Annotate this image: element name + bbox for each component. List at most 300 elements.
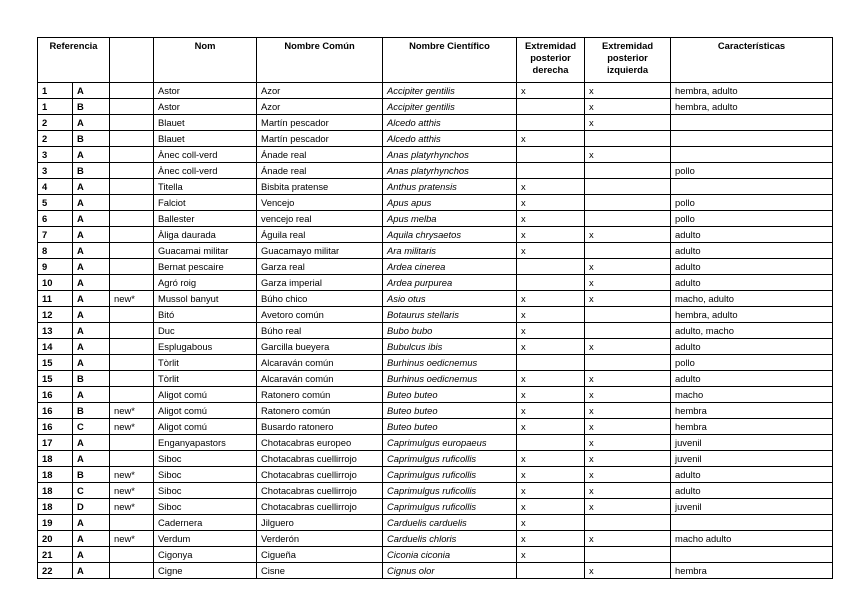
cell-new-flag (110, 115, 154, 131)
table-row (38, 419, 833, 435)
cell-new-flag (110, 275, 154, 291)
cell-nombre-cientifico: Buteo buteo (383, 387, 517, 403)
cell-nombre-comun: Cisne (257, 563, 383, 579)
cell-nombre-comun: Cigueña (257, 547, 383, 563)
cell-extremidad-derecha: x (517, 403, 585, 419)
cell-nombre-cientifico: Caprimulgus ruficollis (383, 483, 517, 499)
cell-nombre-cientifico: Alcedo atthis (383, 131, 517, 147)
cell-nombre-comun: Búho real (257, 323, 383, 339)
cell-caracteristicas: macho, adulto (671, 291, 833, 307)
cell-extremidad-derecha (517, 435, 585, 451)
table-row (38, 275, 833, 291)
cell-nombre-cientifico: Asio otus (383, 291, 517, 307)
cell-extremidad-derecha: x (517, 179, 585, 195)
cell-ref-letter: A (73, 179, 110, 195)
cell-new-flag: new* (110, 531, 154, 547)
cell-ref-letter: B (73, 371, 110, 387)
header-nombre-cientifico: Nombre Científico (383, 38, 517, 83)
table-row (38, 467, 833, 483)
cell-nombre-cientifico: Buteo buteo (383, 403, 517, 419)
cell-ref-number: 1 (38, 83, 73, 99)
cell-nombre-comun: Bisbita pratense (257, 179, 383, 195)
cell-ref-number: 19 (38, 515, 73, 531)
cell-new-flag (110, 227, 154, 243)
cell-nom: Enganyapastors (154, 435, 257, 451)
cell-caracteristicas (671, 131, 833, 147)
cell-nom: Blauet (154, 131, 257, 147)
table-row (38, 307, 833, 323)
cell-nom: Àliga daurada (154, 227, 257, 243)
cell-nom: Siboc (154, 467, 257, 483)
cell-nombre-comun: Alcaraván común (257, 371, 383, 387)
cell-new-flag: new* (110, 483, 154, 499)
cell-ref-number: 18 (38, 451, 73, 467)
cell-nom: Bitó (154, 307, 257, 323)
table-row (38, 211, 833, 227)
cell-ref-letter: A (73, 563, 110, 579)
cell-extremidad-izquierda: x (585, 99, 671, 115)
cell-caracteristicas: juvenil (671, 435, 833, 451)
cell-nombre-cientifico: Cignus olor (383, 563, 517, 579)
table-row (38, 147, 833, 163)
cell-extremidad-derecha (517, 163, 585, 179)
cell-ref-letter: A (73, 83, 110, 99)
cell-nombre-comun: Ánade real (257, 147, 383, 163)
cell-ref-number: 18 (38, 467, 73, 483)
cell-nombre-comun: Martín pescador (257, 115, 383, 131)
cell-new-flag (110, 195, 154, 211)
cell-ref-letter: A (73, 355, 110, 371)
cell-ref-letter: A (73, 227, 110, 243)
cell-extremidad-izquierda (585, 515, 671, 531)
header-row (38, 38, 833, 83)
cell-ref-letter: A (73, 275, 110, 291)
cell-ref-number: 14 (38, 339, 73, 355)
cell-nombre-comun: Ratonero común (257, 403, 383, 419)
cell-extremidad-izquierda: x (585, 371, 671, 387)
cell-new-flag: new* (110, 467, 154, 483)
cell-ref-number: 7 (38, 227, 73, 243)
cell-ref-letter: A (73, 291, 110, 307)
table-row (38, 547, 833, 563)
cell-extremidad-derecha: x (517, 291, 585, 307)
cell-extremidad-derecha: x (517, 499, 585, 515)
cell-nom: Blauet (154, 115, 257, 131)
cell-extremidad-izquierda (585, 547, 671, 563)
cell-new-flag (110, 211, 154, 227)
cell-ref-letter: C (73, 419, 110, 435)
cell-new-flag (110, 563, 154, 579)
cell-nombre-comun: Garza real (257, 259, 383, 275)
cell-new-flag: new* (110, 499, 154, 515)
cell-nom: Cigne (154, 563, 257, 579)
cell-nombre-cientifico: Caprimulgus ruficollis (383, 451, 517, 467)
cell-nombre-comun: Jilguero (257, 515, 383, 531)
cell-caracteristicas: hembra (671, 419, 833, 435)
cell-extremidad-derecha: x (517, 195, 585, 211)
cell-nombre-comun: Chotacabras cuellirrojo (257, 451, 383, 467)
cell-extremidad-derecha (517, 115, 585, 131)
cell-extremidad-izquierda (585, 323, 671, 339)
cell-nom: Siboc (154, 451, 257, 467)
cell-extremidad-derecha: x (517, 131, 585, 147)
cell-ref-number: 3 (38, 147, 73, 163)
cell-nom: Ballester (154, 211, 257, 227)
cell-nom: Aligot comú (154, 419, 257, 435)
cell-extremidad-derecha (517, 275, 585, 291)
table-row (38, 355, 833, 371)
cell-nombre-comun: Chotacabras europeo (257, 435, 383, 451)
cell-caracteristicas (671, 179, 833, 195)
cell-nombre-comun: Verderón (257, 531, 383, 547)
cell-nom: Verdum (154, 531, 257, 547)
cell-nom: Duc (154, 323, 257, 339)
cell-nom: Astor (154, 83, 257, 99)
cell-nombre-cientifico: Caprimulgus ruficollis (383, 467, 517, 483)
cell-new-flag (110, 387, 154, 403)
cell-extremidad-izquierda: x (585, 147, 671, 163)
cell-extremidad-derecha: x (517, 339, 585, 355)
cell-nom: Guacamai militar (154, 243, 257, 259)
header-caracteristicas: Características (671, 38, 833, 83)
cell-nom: Agró roig (154, 275, 257, 291)
table-row (38, 515, 833, 531)
cell-ref-number: 6 (38, 211, 73, 227)
cell-new-flag (110, 147, 154, 163)
cell-new-flag: new* (110, 419, 154, 435)
cell-extremidad-derecha: x (517, 227, 585, 243)
cell-ref-number: 15 (38, 371, 73, 387)
cell-nombre-cientifico: Ciconia ciconia (383, 547, 517, 563)
cell-ref-letter: A (73, 115, 110, 131)
cell-ref-letter: A (73, 531, 110, 547)
cell-nombre-comun: Avetoro común (257, 307, 383, 323)
cell-ref-number: 16 (38, 419, 73, 435)
cell-nom: Astor (154, 99, 257, 115)
cell-ref-number: 16 (38, 387, 73, 403)
cell-new-flag: new* (110, 403, 154, 419)
cell-new-flag (110, 451, 154, 467)
header-nombre-comun: Nombre Común (257, 38, 383, 83)
cell-extremidad-izquierda: x (585, 83, 671, 99)
cell-extremidad-izquierda: x (585, 435, 671, 451)
cell-caracteristicas: adulto (671, 371, 833, 387)
cell-nombre-cientifico: Botaurus stellaris (383, 307, 517, 323)
cell-nombre-cientifico: Carduelis carduelis (383, 515, 517, 531)
cell-ref-letter: A (73, 147, 110, 163)
cell-new-flag (110, 547, 154, 563)
cell-extremidad-izquierda: x (585, 483, 671, 499)
cell-nom: Mussol banyut (154, 291, 257, 307)
cell-nombre-cientifico: Aquila chrysaetos (383, 227, 517, 243)
cell-nombre-comun: Águila real (257, 227, 383, 243)
cell-extremidad-izquierda (585, 355, 671, 371)
cell-caracteristicas: hembra, adulto (671, 307, 833, 323)
cell-nombre-comun: Busardo ratonero (257, 419, 383, 435)
header-extremidad-izquierda: Extremidad posterior izquierda (585, 38, 671, 83)
cell-extremidad-derecha: x (517, 371, 585, 387)
cell-nombre-comun: Chotacabras cuellirrojo (257, 483, 383, 499)
cell-caracteristicas (671, 115, 833, 131)
cell-ref-number: 21 (38, 547, 73, 563)
cell-extremidad-izquierda: x (585, 275, 671, 291)
cell-nombre-comun: Garcilla bueyera (257, 339, 383, 355)
cell-extremidad-derecha: x (517, 531, 585, 547)
cell-ref-number: 11 (38, 291, 73, 307)
cell-nombre-cientifico: Caprimulgus europaeus (383, 435, 517, 451)
cell-caracteristicas: adulto (671, 483, 833, 499)
cell-caracteristicas: pollo (671, 163, 833, 179)
cell-nom: Cadernera (154, 515, 257, 531)
cell-ref-letter: C (73, 483, 110, 499)
table-row (38, 243, 833, 259)
cell-nom: Falciot (154, 195, 257, 211)
cell-ref-number: 16 (38, 403, 73, 419)
cell-extremidad-derecha: x (517, 547, 585, 563)
cell-nombre-cientifico: Bubo bubo (383, 323, 517, 339)
cell-nombre-cientifico: Buteo buteo (383, 419, 517, 435)
cell-extremidad-derecha (517, 355, 585, 371)
cell-extremidad-izquierda: x (585, 227, 671, 243)
cell-extremidad-derecha: x (517, 419, 585, 435)
table-row (38, 451, 833, 467)
cell-extremidad-derecha: x (517, 387, 585, 403)
table-row (38, 291, 833, 307)
specimen-table (37, 37, 833, 579)
cell-nombre-comun: Martín pescador (257, 131, 383, 147)
cell-ref-number: 20 (38, 531, 73, 547)
table-row (38, 195, 833, 211)
cell-caracteristicas: hembra (671, 563, 833, 579)
cell-nom: Tòrlit (154, 355, 257, 371)
cell-extremidad-izquierda: x (585, 115, 671, 131)
table-row (38, 83, 833, 99)
cell-nombre-cientifico: Caprimulgus ruficollis (383, 499, 517, 515)
cell-nombre-cientifico: Burhinus oedicnemus (383, 371, 517, 387)
cell-new-flag (110, 131, 154, 147)
cell-ref-number: 13 (38, 323, 73, 339)
cell-ref-number: 9 (38, 259, 73, 275)
cell-new-flag (110, 355, 154, 371)
cell-extremidad-derecha (517, 147, 585, 163)
cell-ref-letter: B (73, 131, 110, 147)
cell-new-flag (110, 339, 154, 355)
cell-nombre-comun: Ratonero común (257, 387, 383, 403)
cell-nombre-cientifico: Ara militaris (383, 243, 517, 259)
cell-new-flag (110, 179, 154, 195)
cell-caracteristicas: juvenil (671, 451, 833, 467)
cell-extremidad-derecha: x (517, 211, 585, 227)
cell-extremidad-izquierda: x (585, 499, 671, 515)
table-body (38, 83, 833, 579)
cell-extremidad-derecha: x (517, 323, 585, 339)
cell-ref-letter: A (73, 259, 110, 275)
cell-extremidad-izquierda: x (585, 291, 671, 307)
cell-extremidad-derecha: x (517, 515, 585, 531)
cell-new-flag (110, 323, 154, 339)
cell-extremidad-izquierda (585, 179, 671, 195)
cell-caracteristicas (671, 547, 833, 563)
table-row (38, 259, 833, 275)
cell-caracteristicas (671, 147, 833, 163)
cell-nom: Aligot comú (154, 403, 257, 419)
cell-nom: Ànec coll-verd (154, 163, 257, 179)
cell-caracteristicas: macho adulto (671, 531, 833, 547)
table-row (38, 131, 833, 147)
cell-ref-number: 2 (38, 115, 73, 131)
cell-caracteristicas: hembra, adulto (671, 99, 833, 115)
cell-ref-letter: D (73, 499, 110, 515)
cell-caracteristicas: adulto (671, 227, 833, 243)
table-row (38, 99, 833, 115)
cell-extremidad-izquierda (585, 163, 671, 179)
cell-extremidad-derecha: x (517, 483, 585, 499)
cell-nombre-cientifico: Burhinus oedicnemus (383, 355, 517, 371)
cell-extremidad-derecha: x (517, 467, 585, 483)
cell-nom: Siboc (154, 483, 257, 499)
cell-nombre-cientifico: Bubulcus ibis (383, 339, 517, 355)
cell-ref-letter: A (73, 195, 110, 211)
cell-nombre-cientifico: Apus apus (383, 195, 517, 211)
table-row (38, 531, 833, 547)
cell-ref-letter: A (73, 387, 110, 403)
cell-nombre-cientifico: Ardea cinerea (383, 259, 517, 275)
cell-nombre-cientifico: Accipiter gentilis (383, 83, 517, 99)
cell-ref-number: 3 (38, 163, 73, 179)
cell-ref-letter: A (73, 339, 110, 355)
cell-caracteristicas: adulto (671, 243, 833, 259)
cell-nom: Ànec coll-verd (154, 147, 257, 163)
cell-extremidad-izquierda: x (585, 387, 671, 403)
table-row (38, 435, 833, 451)
cell-new-flag: new* (110, 291, 154, 307)
cell-caracteristicas: adulto (671, 467, 833, 483)
cell-caracteristicas: adulto (671, 339, 833, 355)
cell-nombre-comun: Vencejo (257, 195, 383, 211)
cell-new-flag (110, 243, 154, 259)
cell-caracteristicas: hembra, adulto (671, 83, 833, 99)
table-row (38, 227, 833, 243)
cell-nombre-comun: Garza imperial (257, 275, 383, 291)
cell-ref-number: 12 (38, 307, 73, 323)
cell-extremidad-izquierda: x (585, 403, 671, 419)
table-row (38, 499, 833, 515)
cell-nombre-cientifico: Accipiter gentilis (383, 99, 517, 115)
cell-nombre-comun: Ánade real (257, 163, 383, 179)
cell-caracteristicas: adulto, macho (671, 323, 833, 339)
cell-extremidad-derecha: x (517, 307, 585, 323)
cell-nombre-cientifico: Anas platyrhynchos (383, 147, 517, 163)
cell-nom: Cigonya (154, 547, 257, 563)
cell-ref-number: 4 (38, 179, 73, 195)
cell-new-flag (110, 515, 154, 531)
cell-extremidad-izquierda (585, 243, 671, 259)
cell-nombre-cientifico: Apus melba (383, 211, 517, 227)
cell-caracteristicas: pollo (671, 355, 833, 371)
cell-ref-letter: A (73, 243, 110, 259)
cell-ref-number: 22 (38, 563, 73, 579)
cell-nombre-cientifico: Alcedo atthis (383, 115, 517, 131)
cell-extremidad-derecha: x (517, 243, 585, 259)
header-referencia: Referencia (38, 38, 110, 83)
table-row (38, 371, 833, 387)
table-row (38, 115, 833, 131)
cell-ref-number: 1 (38, 99, 73, 115)
cell-ref-number: 18 (38, 499, 73, 515)
cell-extremidad-izquierda (585, 131, 671, 147)
cell-extremidad-izquierda (585, 211, 671, 227)
cell-ref-letter: B (73, 163, 110, 179)
cell-ref-number: 2 (38, 131, 73, 147)
cell-ref-letter: B (73, 467, 110, 483)
cell-caracteristicas: juvenil (671, 499, 833, 515)
cell-nombre-comun: Guacamayo militar (257, 243, 383, 259)
cell-ref-letter: A (73, 547, 110, 563)
cell-ref-letter: A (73, 323, 110, 339)
cell-ref-letter: A (73, 451, 110, 467)
cell-ref-number: 15 (38, 355, 73, 371)
table-row (38, 163, 833, 179)
table-row (38, 179, 833, 195)
cell-nom: Titella (154, 179, 257, 195)
cell-nom: Aligot comú (154, 387, 257, 403)
cell-extremidad-izquierda: x (585, 339, 671, 355)
cell-extremidad-izquierda: x (585, 467, 671, 483)
cell-ref-letter: A (73, 435, 110, 451)
cell-nombre-comun: Alcaraván común (257, 355, 383, 371)
table-row (38, 339, 833, 355)
cell-nombre-cientifico: Carduelis chloris (383, 531, 517, 547)
cell-ref-number: 17 (38, 435, 73, 451)
cell-nombre-cientifico: Anas platyrhynchos (383, 163, 517, 179)
cell-extremidad-izquierda: x (585, 419, 671, 435)
cell-ref-number: 18 (38, 483, 73, 499)
cell-nombre-comun: Búho chico (257, 291, 383, 307)
cell-extremidad-izquierda (585, 195, 671, 211)
cell-extremidad-izquierda: x (585, 531, 671, 547)
cell-caracteristicas: pollo (671, 211, 833, 227)
table-row (38, 403, 833, 419)
cell-new-flag (110, 259, 154, 275)
table-row (38, 563, 833, 579)
header-new-flag (110, 38, 154, 83)
cell-nombre-comun: Chotacabras cuellirrojo (257, 467, 383, 483)
cell-extremidad-derecha (517, 563, 585, 579)
header-nom: Nom (154, 38, 257, 83)
cell-caracteristicas: macho (671, 387, 833, 403)
cell-ref-letter: B (73, 99, 110, 115)
cell-ref-letter: A (73, 307, 110, 323)
cell-nombre-comun: vencejo real (257, 211, 383, 227)
cell-new-flag (110, 371, 154, 387)
cell-new-flag (110, 83, 154, 99)
cell-nom: Siboc (154, 499, 257, 515)
cell-caracteristicas: hembra (671, 403, 833, 419)
cell-extremidad-derecha (517, 259, 585, 275)
cell-ref-letter: A (73, 515, 110, 531)
cell-ref-letter: B (73, 403, 110, 419)
header-extremidad-derecha: Extremidad posterior derecha (517, 38, 585, 83)
cell-extremidad-derecha: x (517, 83, 585, 99)
cell-nombre-cientifico: Ardea purpurea (383, 275, 517, 291)
cell-extremidad-izquierda (585, 307, 671, 323)
cell-ref-number: 5 (38, 195, 73, 211)
cell-nombre-comun: Azor (257, 83, 383, 99)
cell-extremidad-izquierda: x (585, 259, 671, 275)
cell-caracteristicas (671, 515, 833, 531)
cell-ref-letter: A (73, 211, 110, 227)
cell-nom: Esplugabous (154, 339, 257, 355)
